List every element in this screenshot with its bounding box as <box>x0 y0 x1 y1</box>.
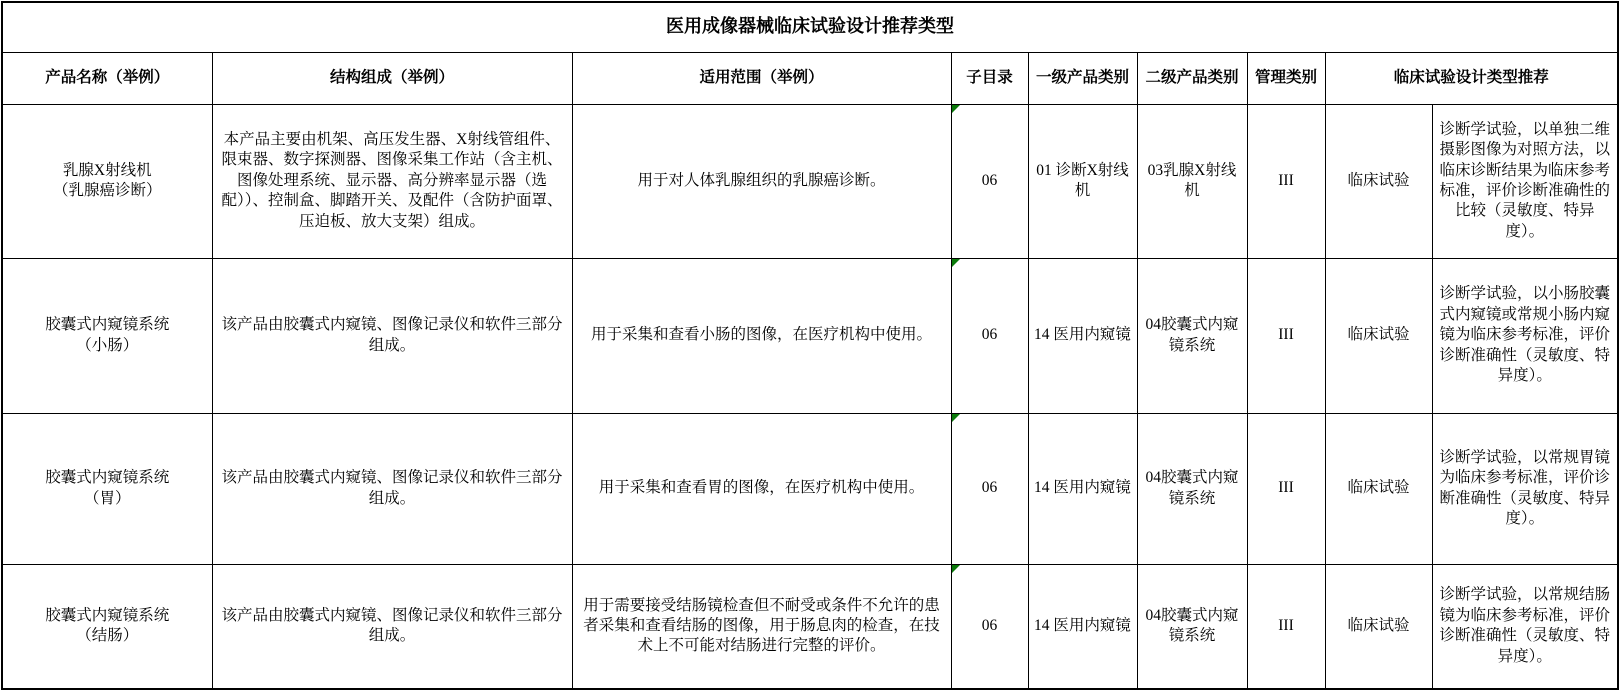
number-as-text-error-indicator-icon <box>952 259 960 267</box>
subcatalog-cell <box>951 564 1028 689</box>
design-recommendation-cell: 诊断学试验，以小肠胶囊式内窥镜或常规小肠内窥镜为临床参考标准，评价诊断准确性（灵敏度、特异度）。 <box>1432 258 1618 413</box>
header-scope: 适用范围（举例） <box>572 52 951 104</box>
category-level1-cell: 14 医用内窥镜 <box>1028 258 1137 413</box>
number-as-text-error-indicator-icon <box>952 565 960 573</box>
product-name-cell <box>2 413 212 564</box>
product-name-note: （结肠） <box>76 627 139 645</box>
number-as-text-error-indicator-icon <box>952 414 960 422</box>
product-name: 乳腺X射线机 <box>62 161 152 179</box>
scope-cell: 用于对人体乳腺组织的乳腺癌诊断。 <box>572 104 951 258</box>
header-management-class: 管理类别 <box>1247 52 1325 104</box>
header-structure: 结构组成（举例） <box>212 52 572 104</box>
table-row <box>2 564 1618 689</box>
table-header-row <box>2 52 1618 104</box>
trial-type-cell: 临床试验 <box>1325 564 1432 689</box>
product-name-note: （乳腺癌诊断） <box>52 182 162 199</box>
table-title-row <box>2 2 1618 52</box>
subcatalog-cell <box>951 258 1028 413</box>
number-as-text-error-indicator-icon <box>952 105 960 113</box>
header-product-name: 产品名称（举例） <box>2 52 212 104</box>
trial-type-cell: 临床试验 <box>1325 258 1432 413</box>
category-level1-cell: 14 医用内窥镜 <box>1028 413 1137 564</box>
subcatalog-value: 06 <box>981 171 998 189</box>
structure-cell: 该产品由胶囊式内窥镜、图像记录仪和软件三部分组成。 <box>212 413 572 564</box>
management-class-cell: III <box>1247 564 1325 689</box>
product-name-note: （小肠） <box>76 336 139 354</box>
product-name-cell <box>2 104 212 258</box>
design-recommendation-cell: 诊断学试验，以单独二维摄影图像为对照方法，以临床诊断结果为临床参考标准，评价诊断准确性的比较（灵敏度、特异度）。 <box>1432 104 1618 258</box>
category-level1-cell: 01 诊断X射线机 <box>1028 104 1137 258</box>
product-name: 胶囊式内窥镜系统 <box>45 469 170 487</box>
product-name: 胶囊式内窥镜系统 <box>45 316 170 334</box>
category-level2-cell: 04胶囊式内窥镜系统 <box>1137 564 1247 689</box>
subcatalog-value: 06 <box>981 326 998 344</box>
category-level2-cell: 03乳腺X射线机 <box>1137 104 1247 258</box>
scope-cell: 用于采集和查看小肠的图像，在医疗机构中使用。 <box>572 258 951 413</box>
category-level2-cell: 04胶囊式内窥镜系统 <box>1137 413 1247 564</box>
product-name: 胶囊式内窥镜系统 <box>45 606 170 624</box>
structure-cell: 本产品主要由机架、高压发生器、X射线管组件、限束器、数字探测器、图像采集工作站（含主机、图像处理系统、显示器、高分辨率显示器（选配））、控制盒、脚踏开关、及配件（含防护面罩、压迫板、放大支架）组成。 <box>212 104 572 258</box>
trial-type-cell: 临床试验 <box>1325 413 1432 564</box>
header-subcatalog: 子目录 <box>951 52 1028 104</box>
design-recommendation-cell: 诊断学试验，以常规胃镜为临床参考标准，评价诊断准确性（灵敏度、特异度）。 <box>1432 413 1618 564</box>
table-row <box>2 104 1618 258</box>
subcatalog-value: 06 <box>981 617 998 635</box>
category-level1-cell: 14 医用内窥镜 <box>1028 564 1137 689</box>
table-row <box>2 413 1618 564</box>
product-name-cell <box>2 564 212 689</box>
header-trial-design-recommendation: 临床试验设计类型推荐 <box>1325 52 1618 104</box>
management-class-cell: III <box>1247 104 1325 258</box>
medical-imaging-trial-table <box>1 1 1619 690</box>
header-category-level2: 二级产品类别 <box>1137 52 1247 104</box>
category-level2-cell: 04胶囊式内窥镜系统 <box>1137 258 1247 413</box>
header-category-level1: 一级产品类别 <box>1028 52 1137 104</box>
management-class-cell: III <box>1247 258 1325 413</box>
design-recommendation-cell: 诊断学试验，以常规结肠镜为临床参考标准，评价诊断准确性（灵敏度、特异度）。 <box>1432 564 1618 689</box>
subcatalog-value: 06 <box>981 479 998 497</box>
scope-cell: 用于采集和查看胃的图像，在医疗机构中使用。 <box>572 413 951 564</box>
table-title: 医用成像器械临床试验设计推荐类型 <box>2 2 1618 52</box>
table-row <box>2 258 1618 413</box>
management-class-cell: III <box>1247 413 1325 564</box>
structure-cell: 该产品由胶囊式内窥镜、图像记录仪和软件三部分组成。 <box>212 564 572 689</box>
subcatalog-cell <box>951 413 1028 564</box>
product-name-cell <box>2 258 212 413</box>
trial-type-cell: 临床试验 <box>1325 104 1432 258</box>
subcatalog-cell <box>951 104 1028 258</box>
product-name-note: （胃） <box>83 489 131 507</box>
scope-cell: 用于需要接受结肠镜检查但不耐受或条件不允许的患者采集和查看结肠的图像，用于肠息肉的检查，在技术上不可能对结肠进行完整的评价。 <box>572 564 951 689</box>
structure-cell: 该产品由胶囊式内窥镜、图像记录仪和软件三部分组成。 <box>212 258 572 413</box>
